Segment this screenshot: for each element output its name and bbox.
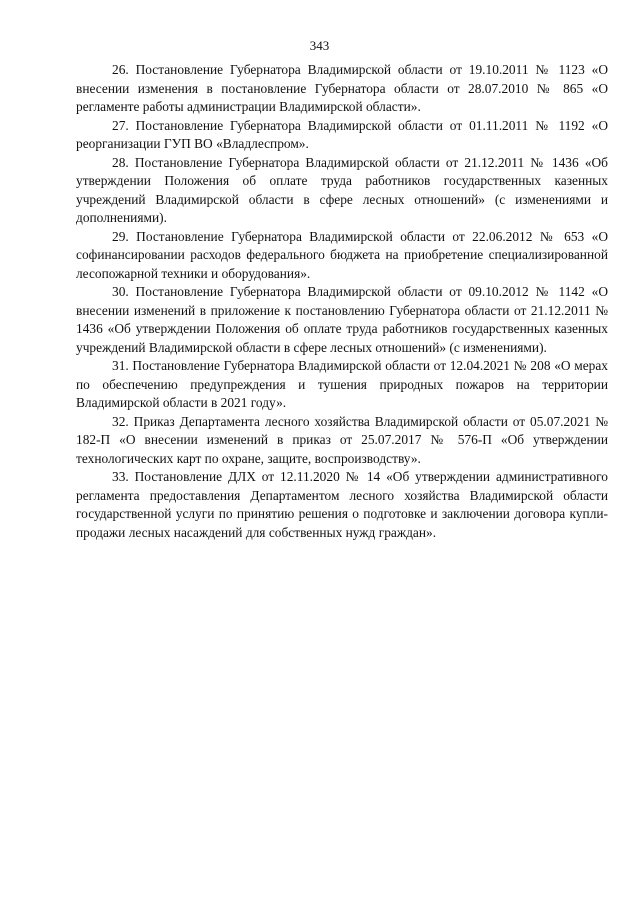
list-item: 26. Постановление Губернатора Владимирской области от 19.10.2011 № 1123 «О внесении изменения в постановление Губернатора области от 28.07.2010 № 865 «О регламенте работы администрации Владимирской области». xyxy=(76,62,608,114)
reference-list xyxy=(76,61,608,542)
list-item: 28. Постановление Губернатора Владимирской области от 21.12.2011 № 1436 «Об утверждении Положения об оплате труда работников государственных казенных учреждений Владимирской области в сфере лесных отношений» (с изменениями и дополнениями). xyxy=(76,154,608,225)
list-item: 33. Постановление ДЛХ от 12.11.2020 № 14 «Об утверждении административного регламента предоставления Департаментом лесного хозяйства Владимирской области государственной услуги по принятию решения о подготовке и заключении договора купли-продажи лесных насаждений для собственных нужд граждан». xyxy=(76,469,608,540)
list-item: 31. Постановление Губернатора Владимирской области от 12.04.2021 № 208 «О мерах по обеспечению предупреждения и тушения природных пожаров на территории Владимирской области в 2021 году». xyxy=(76,358,608,410)
page-number: 343 xyxy=(309,38,330,53)
list-item: 27. Постановление Губернатора Владимирской области от 01.11.2011 № 1192 «О реорганизации ГУП ВО «Владлеспром». xyxy=(76,117,608,151)
list-item: 32. Приказ Департамента лесного хозяйства Владимирской области от 05.07.2021 № 182-П «О внесении изменений в приказ от 25.07.2017 № 576-П «Об утверждении технологических карт по охране, защите, воспроизводству». xyxy=(76,413,608,466)
list-item: 30. Постановление Губернатора Владимирской области от 09.10.2012 № 1142 «О внесении изменений в приложение к постановлению Губернатора области от 21.12.2011 № 1436 «Об утверждении Положения об оплате труда работников государственных казенных учреждений Владимирской области в сфере лесных отношений» (с изменениями). xyxy=(76,284,608,355)
list-item: 29. Постановление Губернатора Владимирской области от 22.06.2012 № 653 «О софинансировании расходов федерального бюджета на приобретение специализированной лесопожарной техники и оборудования». xyxy=(76,228,608,281)
